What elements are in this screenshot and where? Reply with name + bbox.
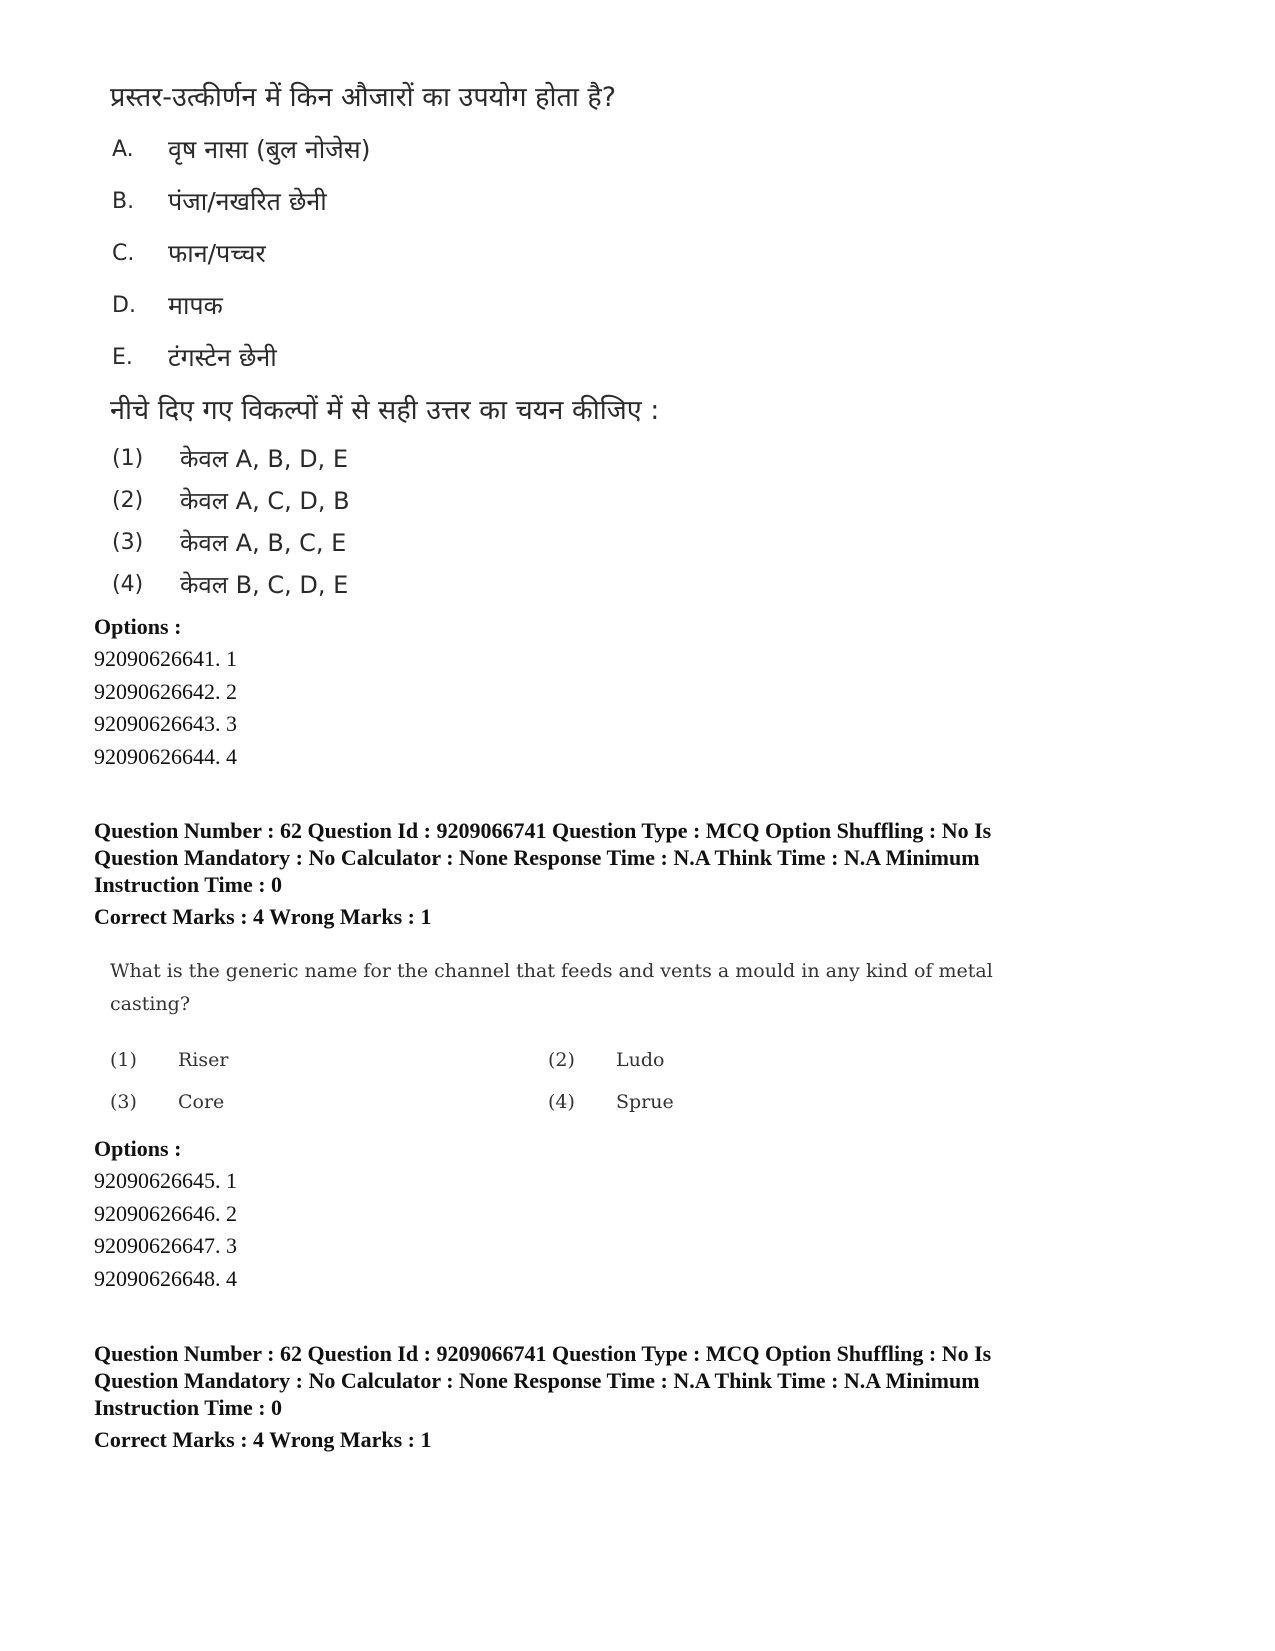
- meta-line: Instruction Time : 0: [94, 1395, 283, 1420]
- question-62-meta: [94, 817, 1094, 930]
- option-row: 92090626647. 3: [94, 1233, 237, 1258]
- marks-line: Correct Marks : 4 Wrong Marks : 1: [94, 1427, 432, 1452]
- option-row: 92090626641. 1: [94, 646, 237, 671]
- choice-number: (2): [112, 488, 144, 513]
- choice-text: Riser: [178, 1049, 229, 1071]
- options-list-61: [94, 611, 237, 773]
- question-stem-line: casting?: [110, 993, 191, 1015]
- statement-key: D.: [112, 293, 136, 318]
- question-stem-line: What is the generic name for the channel that feeds and vents a mould in any kind of metal: [110, 960, 993, 982]
- choice-number: (2): [548, 1049, 575, 1071]
- meta-line: Question Number : 62 Question Id : 9209066741 Question Type : MCQ Option Shuffling : No Is: [94, 1341, 992, 1366]
- choice-number: (1): [112, 446, 144, 471]
- statement-b: [110, 176, 810, 228]
- meta-line: Question Mandatory : No Calculator : None Response Time : N.A Think Time : N.A Minimum: [94, 1368, 980, 1393]
- meta-line: Question Number : 62 Question Id : 9209066741 Question Type : MCQ Option Shuffling : No Is: [94, 818, 992, 843]
- options-header: Options :: [94, 614, 182, 639]
- choice-3: [110, 522, 810, 564]
- statement-key: B.: [112, 189, 135, 214]
- choice-1: [110, 438, 810, 480]
- choice-number: (3): [110, 1091, 137, 1113]
- question-instruction: नीचे दिए गए विकल्पों में से सही उत्तर का चयन कीजिए :: [110, 395, 660, 426]
- choice-number: (4): [112, 572, 144, 597]
- option-row: 92090626646. 2: [94, 1200, 237, 1226]
- statement-text: फान/पच्चर: [168, 239, 266, 268]
- option-row: 92090626644. 4: [94, 743, 237, 769]
- statement-key: E.: [112, 345, 133, 370]
- choice-number: (3): [112, 530, 144, 555]
- choice-text: केवल B, C, D, E: [180, 571, 349, 599]
- choice-text: केवल A, C, D, B: [180, 487, 350, 515]
- statement-text: वृष नासा (बुल नोजेस): [168, 135, 371, 164]
- marks-line: Correct Marks : 4 Wrong Marks : 1: [94, 904, 432, 929]
- meta-line: Instruction Time : 0: [94, 872, 283, 897]
- choice-number: (1): [110, 1049, 137, 1071]
- choice-grid: [110, 1039, 1030, 1129]
- options-list-62: [94, 1133, 237, 1295]
- question-62-meta-repeat: [94, 1340, 1094, 1453]
- option-row: 92090626645. 1: [94, 1168, 237, 1193]
- statement-d: [110, 280, 810, 332]
- choice-text: Ludo: [616, 1049, 665, 1071]
- choice-text: केवल A, B, C, E: [180, 529, 347, 557]
- meta-line: Question Mandatory : No Calculator : None Response Time : N.A Think Time : N.A Minimum: [94, 845, 980, 870]
- statement-text: टंगस्टेन छेनी: [168, 343, 277, 372]
- option-row: 92090626642. 2: [94, 678, 237, 704]
- choice-2: [110, 480, 810, 522]
- option-row: 92090626643. 3: [94, 711, 237, 736]
- statement-c: [110, 228, 810, 280]
- statement-e: [110, 332, 810, 384]
- statement-a: [110, 124, 810, 176]
- question-61-hindi: [110, 76, 810, 606]
- statement-text: पंजा/नखरित छेनी: [168, 187, 327, 216]
- choice-number: (4): [548, 1091, 575, 1113]
- question-stem: [110, 955, 1030, 1021]
- question-stem: प्रस्तर-उत्कीर्णन में किन औजारों का उपयोग होता है?: [110, 82, 617, 113]
- option-row: 92090626648. 4: [94, 1265, 237, 1291]
- choice-text: Core: [178, 1091, 225, 1113]
- statement-key: C.: [112, 241, 135, 266]
- options-header: Options :: [94, 1136, 182, 1161]
- statement-key: A.: [112, 137, 134, 162]
- question-62-english: [110, 955, 1030, 1129]
- choice-text: Sprue: [616, 1091, 674, 1113]
- choice-4: [110, 564, 810, 606]
- choice-text: केवल A, B, D, E: [180, 445, 348, 473]
- statement-text: मापक: [168, 291, 223, 320]
